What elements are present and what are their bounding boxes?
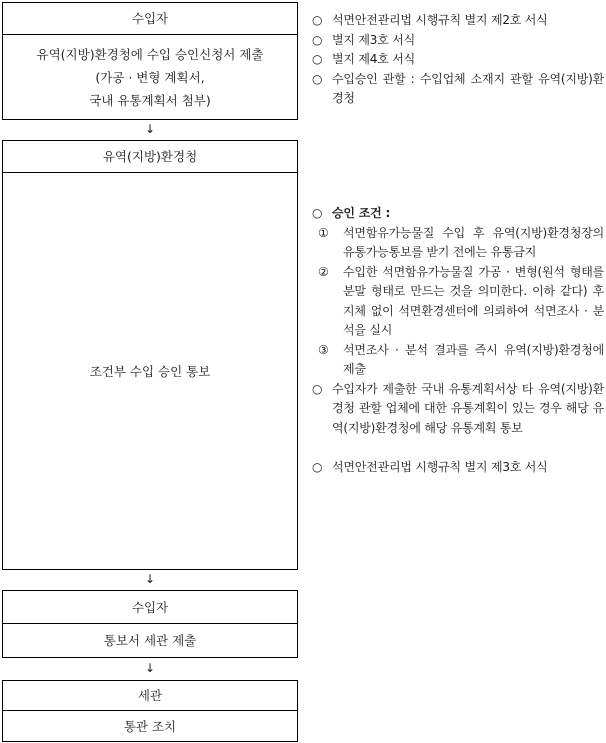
conditions-heading [312, 204, 604, 224]
note-item [312, 50, 604, 70]
condition-text: 수입한 석면함유가능물질 가공 · 변형(원석 형태를 분말 형태로 만드는 것을 의미한다. 이하 같다) 후 지체 없이 석면환경센터에 의뢰하여 석면조사 · 분석을 실시 [343, 264, 604, 337]
condition-number: ① [318, 225, 329, 240]
condition-text: 석면함유가능물질 수입 후 유역(지방)환경청장의 유통가능통보를 받기 전에는 유통금지 [343, 225, 604, 259]
box-importer-submit-body [3, 623, 297, 657]
circle-bullet-icon: ○ [312, 13, 323, 27]
note-text: 별지 제3호 서식 [332, 32, 416, 47]
customs-header-text: 세관 [137, 688, 163, 703]
importer-submit-body-text: 통보서 세관 제출 [103, 633, 197, 648]
notes-top [312, 11, 604, 109]
environment-office-header-text: 유역(지방)환경청 [102, 149, 198, 164]
application-line-3: 국내 유통계획서 첨부) [89, 92, 211, 108]
conditional-approval-text: 조건부 수입 승인 통보 [89, 363, 211, 379]
application-line-2: (가공 · 변형 계획서, [95, 69, 205, 85]
circle-bullet-icon: ○ [312, 460, 323, 474]
note-text: 수입자가 제출한 국내 유통계획서상 타 유역(지방)환경청 관할 업체에 대한 유통계획이 있는 경우 해당 유역(지방)환경청에 해당 유통계획 통보 [332, 381, 604, 435]
box-importer-application [2, 2, 298, 120]
notes-approval-conditions [312, 204, 604, 478]
box-environment-office-header [3, 141, 297, 172]
box-importer-header-text: 수입자 [131, 11, 169, 26]
box-customs-body [3, 710, 297, 741]
note-item [312, 458, 604, 478]
condition-text: 석면조사 · 분석 결과를 즉시 유역(지방)환경청에 제출 [343, 342, 604, 376]
arrow-down-icon: ↓ [144, 572, 156, 586]
condition-item [312, 224, 604, 263]
conditions-heading-text: 승인 조건 : [332, 206, 391, 220]
application-line-1: 유역(지방)환경청에 수입 승인신청서 제출 [36, 46, 264, 62]
circle-bullet-icon: ○ [312, 32, 323, 47]
box-importer-submit-header [3, 591, 297, 623]
note-text: 석면안전관리법 시행규칙 별지 제2호 서식 [332, 13, 548, 27]
box-application-body [3, 34, 297, 119]
note-item [312, 31, 604, 51]
circle-bullet-icon: ○ [312, 206, 323, 220]
arrow-down-icon: ↓ [144, 661, 156, 675]
condition-item [312, 341, 604, 380]
note-text: 석면안전관리법 시행규칙 별지 제3호 서식 [332, 460, 548, 474]
note-item [312, 380, 604, 439]
condition-number: ② [318, 264, 329, 279]
note-item [312, 11, 604, 31]
box-importer-header [3, 3, 297, 34]
box-importer-submit [2, 590, 298, 658]
note-text: 수입승인 관할 : 수입업체 소재지 관할 유역(지방)환경청 [332, 71, 604, 105]
box-conditional-approval-body [3, 172, 297, 569]
importer-submit-header-text: 수입자 [131, 599, 169, 615]
note-text: 별지 제4호 서식 [332, 52, 416, 66]
circle-bullet-icon: ○ [312, 381, 323, 396]
box-environment-office [2, 140, 298, 570]
box-customs [2, 680, 298, 742]
customs-body-text: 통관 조치 [123, 718, 177, 734]
condition-item [312, 263, 604, 341]
condition-number: ③ [318, 342, 329, 357]
spacer [312, 438, 604, 458]
arrow-down-icon: ↓ [144, 122, 156, 136]
circle-bullet-icon: ○ [312, 52, 323, 66]
box-customs-header [3, 681, 297, 710]
note-item [312, 70, 604, 109]
circle-bullet-icon: ○ [312, 71, 323, 86]
